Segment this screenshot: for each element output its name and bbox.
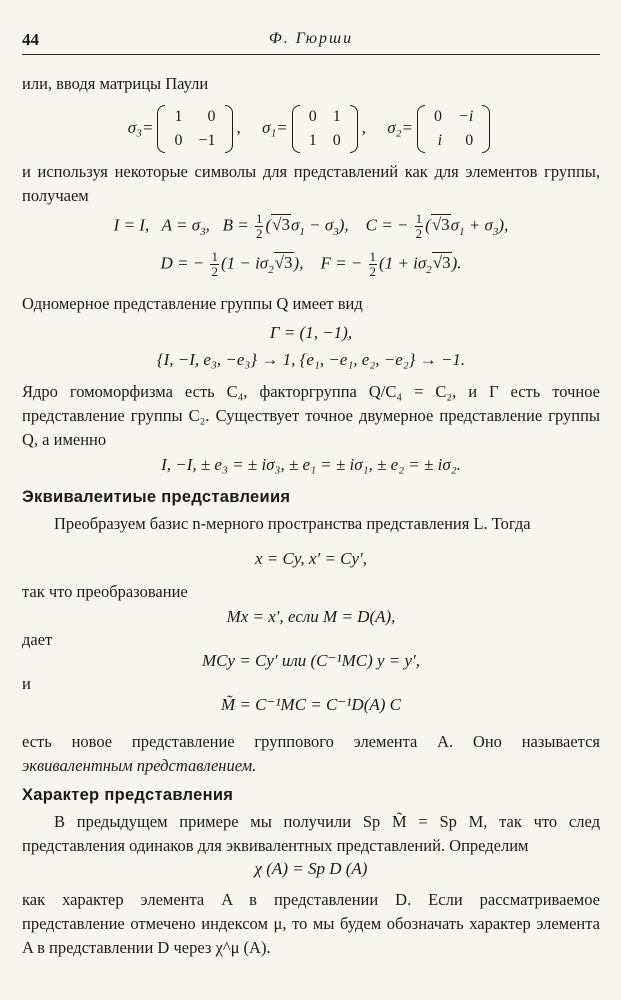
equation-basis: x = Cy, x′ = Cy′, bbox=[254, 549, 368, 568]
paragraph-and: и bbox=[22, 674, 31, 693]
sigma1-label: σ₁= bbox=[262, 118, 288, 137]
matrix-entry: 1 bbox=[308, 132, 317, 150]
heading-equivalent-representations: Эквивалеитиые представлеиия bbox=[22, 488, 291, 506]
header-rule bbox=[22, 54, 600, 55]
page-header bbox=[22, 28, 600, 54]
matrix-sigma2 bbox=[417, 105, 490, 153]
matrix-entry: 0 bbox=[465, 132, 474, 150]
paragraph-so-that: так что преобразование bbox=[22, 582, 188, 601]
matrix-entry: i bbox=[437, 132, 443, 150]
matrix-entry: 0 bbox=[332, 132, 341, 150]
equation-gamma: Γ = (1, −1), bbox=[269, 323, 353, 342]
equation-chi: χ (A) = Sp D (A) bbox=[254, 859, 368, 878]
matrix-entry: 0 bbox=[308, 108, 317, 126]
equation-faithful-rep: I, −I, ± e₃ = ± iσ₃, ± e₁ = ± iσ₁, ± e₂ = ± iσ₂. bbox=[161, 455, 461, 474]
equation-pauli-matrices: σ₃= 1 0 0 −1 , σ₁= 0 1 1 0 , σ₂= 0 −i i 0 bbox=[22, 100, 600, 156]
paragraph-gives: дает bbox=[22, 630, 53, 649]
paragraph-symbols: и используя некоторые символы для представлений как для элементов группы, получаем bbox=[22, 162, 600, 205]
sigma3-label: σ₃= bbox=[127, 118, 154, 137]
matrix-entry: 1 bbox=[174, 108, 183, 126]
paragraph-character-definition: как характер элемента A в представлении D. Если рассматриваемое представление отмечено индексом μ, то мы будем обозначать характер элемента A в представлении D через χ^μ (A). bbox=[22, 890, 600, 957]
matrix-sigma1 bbox=[292, 105, 358, 153]
heading-character: Характер представления bbox=[22, 786, 234, 804]
equivalent-representation-term: эквивалентным представлением. bbox=[22, 756, 257, 775]
paragraph-trace: В предыдущем примере мы получили Sp M̃ = Sp M, так что след представления одинаков для эквивалентных представлений. Определим bbox=[22, 812, 600, 855]
equation-mcy: MCy = Cy′ или (C⁻¹MC) y = y′, bbox=[201, 651, 421, 670]
running-title: Ф. Гюрши bbox=[268, 30, 354, 47]
paragraph-pauli-intro: или, вводя матрицы Паули bbox=[22, 74, 209, 93]
equation-elements-line2: D = − $\frac{1}{2}$ $(1 - i\sigma_2√3)$, F = − $\frac{1}{2}$ $(1 + i\sigma_2√3)$. bbox=[160, 249, 462, 279]
equation-elements-line1: I = I, $A = \sigma_3$, B = $\frac{1}{2}$ $(√3\sigma_1 - \sigma_3)$, C = − $\frac{1}{2}$ $(√3\sigma_1 + \sigma_3)$, bbox=[113, 211, 509, 241]
matrix-entry: −1 bbox=[198, 132, 216, 150]
equation-kernel-map: {I, −I, e₃, −e₃} → 1, {e₁, −e₁, e₂, −e₂} → −1. bbox=[156, 350, 466, 369]
equation-transform: Mx = x′, если M = D(A), bbox=[226, 607, 396, 626]
paragraph-new-representation bbox=[22, 730, 600, 778]
sigma2-label: σ₂= bbox=[387, 118, 414, 137]
matrix-sigma3 bbox=[157, 105, 232, 153]
paragraph-basis-change: Преобразуем базис n-мерного пространства представления L. Тогда bbox=[54, 514, 531, 533]
new-rep-text: есть новое представление группового элемента A. Оно называется bbox=[22, 732, 600, 751]
paragraph-kernel: Ядро гомоморфизма есть C₄, факторгруппа Q/C₄ = C₂, и Γ есть точное представление группы C₂. Существует точное двумерное представление группы Q, а именно bbox=[22, 382, 600, 449]
matrix-entry: 0 bbox=[434, 108, 443, 126]
page-number: 44 bbox=[22, 30, 39, 49]
matrix-entry: 0 bbox=[174, 132, 183, 150]
matrix-entry: −i bbox=[458, 108, 474, 126]
equation-m-tilde: M̃ = C⁻¹MC = C⁻¹D(A) C bbox=[221, 695, 401, 714]
matrix-entry: 1 bbox=[332, 108, 341, 126]
matrix-entry: 0 bbox=[207, 108, 216, 126]
paragraph-one-dim: Одномерное представление группы Q имеет вид bbox=[22, 294, 363, 313]
